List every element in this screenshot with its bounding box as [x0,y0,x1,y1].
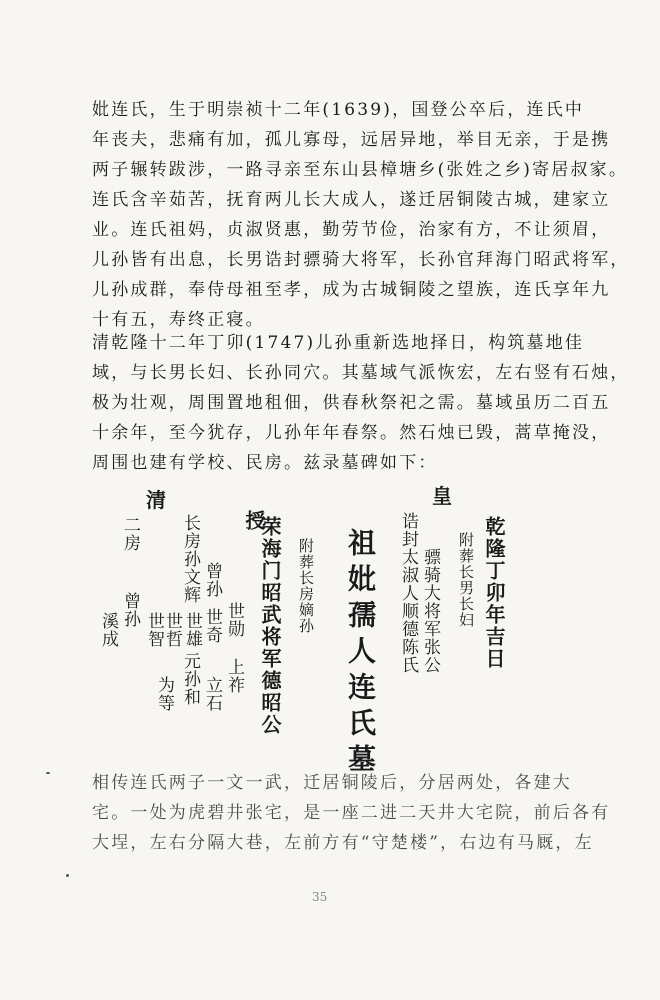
text-line: 儿孙成群，奉侍母祖至孝，成为古城铜陵之望族，连氏享年九 [92,280,611,300]
inscription-heading-right: 皇 [432,484,452,508]
paragraph-residence [92,768,611,858]
descendant-name: 世雄 [182,612,202,648]
text-line: 清乾隆十二年丁卯(1747)儿孙重新选地择日，构筑墓地佳 [92,333,585,353]
text-line: 周围也建有学校、民房。兹录墓碑如下： [92,453,438,473]
inscription-main-title: 祖妣孺人连氏墓 [344,528,377,780]
inscription-honor-husband: 骠骑大将军张公 [420,548,440,674]
text-line: 宅。一处为虎碧井张宅，是一座二进二天井大宅院，前后各有 [92,803,611,823]
inscription-grandson-title: 荣海门昭武将军德昭公 [258,516,282,736]
descendant-name: 上祚 [224,658,244,694]
text-line: 域，与长男长妇、长孙同穴。其墓域气派恢宏，左右竖有石烛， [92,363,630,383]
descendant-name: 为等 [154,676,174,712]
text-line: 连氏含辛茹苦，抚育两儿长大成人，遂迁居铜陵古城，建家立 [92,190,611,210]
descendant-name: 元孙和 [180,652,200,706]
inscription-branch-second: 二房 [120,516,140,552]
descendant-name: 世奇 [202,608,222,644]
text-line: 妣连氏，生于明崇祯十二年(1639)，国登公卒后，连氏中 [92,100,585,120]
text-line: 相传连氏两子一文一武，迁居铜陵后，分居两处，各建大 [92,773,572,793]
second-branch-name: 溪成 [98,612,118,648]
text-line: 大埕，左右分隔大巷，左前方有“守楚楼”，右边有马厩，左 [92,833,594,853]
inscription-grandson-prefix: 授 [242,510,266,532]
inscription-heading-left: 清 [146,488,166,512]
scan-speck [46,772,50,774]
inscription-great-grandsons: 曾孙 [202,562,222,598]
scan-speck [66,874,69,877]
descendant-name: 世勋 [224,602,244,638]
inscription-branch-long: 长房孙文辉 [180,514,200,604]
text-line: 业。连氏祖妈，贞淑贤惠，勤劳节俭，治家有方，不让须眉， [92,220,611,240]
text-line: 儿孙皆有出息，长男诰封骠骑大将军，长孙官拜海门昭武将军， [92,250,630,270]
text-line: 极为壮观，周围置地租佃，供春秋祭祀之需。墓域虽历二百五 [92,393,611,413]
second-branch-label: 曾孙 [120,592,140,628]
descendant-name: 世哲 [162,612,182,648]
text-line: 十有五，寿终正寝。 [92,310,265,330]
inscription-honor-wife: 太淑人顺德陈氏 [398,548,418,674]
inscription-date: 乾隆丁卯年吉日 [482,516,506,670]
inscription-burial-right: 附葬长男长妇 [457,532,475,628]
page-number: 35 [312,890,328,904]
descendant-name: 立石 [202,676,222,712]
inscription-patent-prefix: 诰封 [398,512,418,548]
text-line: 年丧夫，悲痛有加，孤儿寡母，远居异地，举目无亲，于是携 [92,130,611,150]
inscription-burial-left: 附葬长房嫡孙 [297,538,315,634]
text-line: 十余年，至今犹存，儿孙年年春祭。然石烛已毁，蒿草掩没， [92,423,611,443]
text-line: 两子辗转跋涉，一路寻亲至东山县樟塘乡(张姓之乡)寄居叔家。 [92,160,629,180]
descendant-name: 世智 [144,612,164,648]
